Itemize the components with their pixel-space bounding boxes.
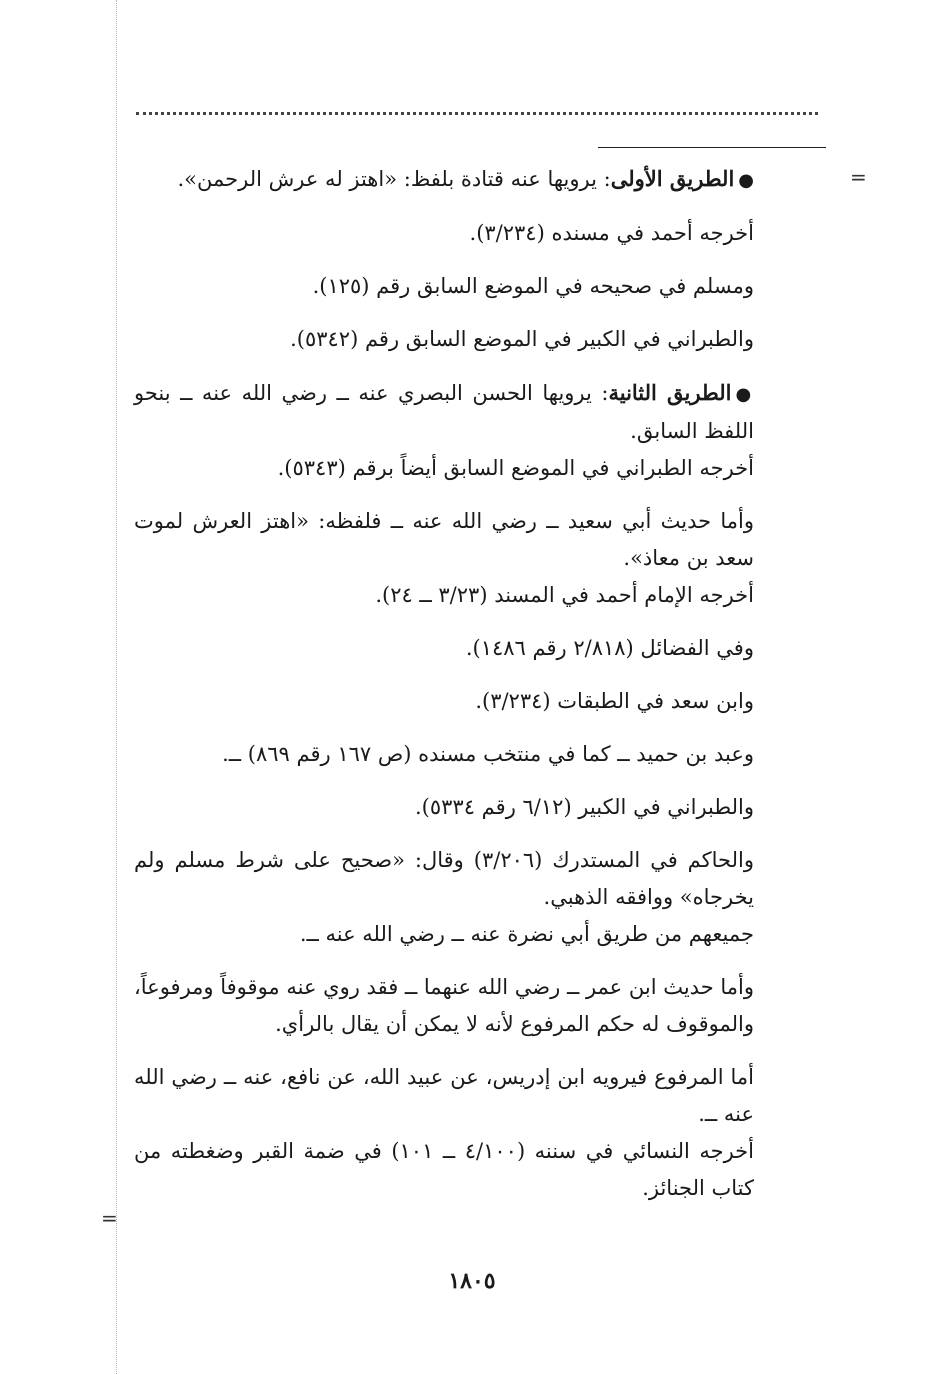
paragraph: وعبد بن حميد ــ كما في منتخب مسنده (ص ١٦٧ رقم ٨٦٩) ــ.	[222, 742, 754, 766]
page-number: ١٨٠٥	[448, 1268, 496, 1294]
paragraph-way-two: ●الطريق الثانية: يرويها الحسن البصري عنه ــ رضي الله عنه ــ بنحو اللفظ السابق.	[134, 380, 755, 443]
gutter-guide-line	[116, 0, 117, 1374]
paragraph-label: الطريق الأولى	[610, 166, 735, 191]
paragraph: أخرجه الطبراني في الموضع السابق أيضاً برقم (٥٣٤٣).	[277, 456, 754, 480]
footnote-text	[134, 160, 754, 1223]
footnote-rule	[598, 147, 826, 148]
paragraph: جميعهم من طريق أبي نضرة عنه ــ رضي الله عنه ــ.	[299, 922, 754, 946]
paragraph: أما المرفوع فيرويه ابن إدريس، عن عبيد الله، عن نافع، عنه ــ رضي الله عنه ــ.	[134, 1065, 754, 1126]
paragraph: وأما حديث أبي سعيد ــ رضي الله عنه ــ فلفظه: «اهتز العرش لموت سعد بن معاذ».	[134, 509, 754, 570]
paragraph-label: الطريق الثانية	[608, 380, 732, 405]
paragraph: وأما حديث ابن عمر ــ رضي الله عنهما ــ فقد روي عنه موقوفاً ومرفوعاً، والموقوف له حكم المرفوع لأنه لا يمكن أن يقال بالرأي.	[134, 975, 754, 1036]
bullet-icon: ●	[735, 384, 755, 405]
continuation-mark-bottom: =	[101, 1206, 118, 1230]
dotted-separator	[136, 112, 818, 115]
paragraph: والحاكم في المستدرك (٣/٢٠٦) وقال: «صحيح على شرط مسلم ولم يخرجاه» ووافقه الذهبي.	[134, 848, 754, 909]
paragraph: وفي الفضائل (٢/٨١٨ رقم ١٤٨٦).	[465, 636, 754, 660]
paragraph-way-one: ●الطريق الأولى: يرويها عنه قتادة بلفظ: «اهتز له عرش الرحمن».	[177, 166, 754, 191]
bullet-icon: ●	[738, 170, 754, 191]
continuation-mark-top: =	[850, 165, 867, 189]
paragraph: والطبراني في الكبير (٦/١٢ رقم ٥٣٣٤).	[415, 795, 754, 819]
paragraph: ومسلم في صحيحه في الموضع السابق رقم (١٢٥).	[312, 274, 754, 298]
paragraph: أخرجه أحمد في مسنده (٣/٢٣٤).	[469, 221, 754, 245]
paragraph: أخرجه الإمام أحمد في المسند (٣/٢٣ ــ ٢٤).	[375, 583, 754, 607]
paragraph: وابن سعد في الطبقات (٣/٢٣٤).	[475, 689, 754, 713]
paragraph: والطبراني في الكبير في الموضع السابق رقم (٥٣٤٢).	[290, 327, 754, 351]
paragraph: أخرجه النسائي في سننه (٤/١٠٠ ــ ١٠١) في ضمة القبر وضغطته من كتاب الجنائز.	[134, 1139, 754, 1200]
